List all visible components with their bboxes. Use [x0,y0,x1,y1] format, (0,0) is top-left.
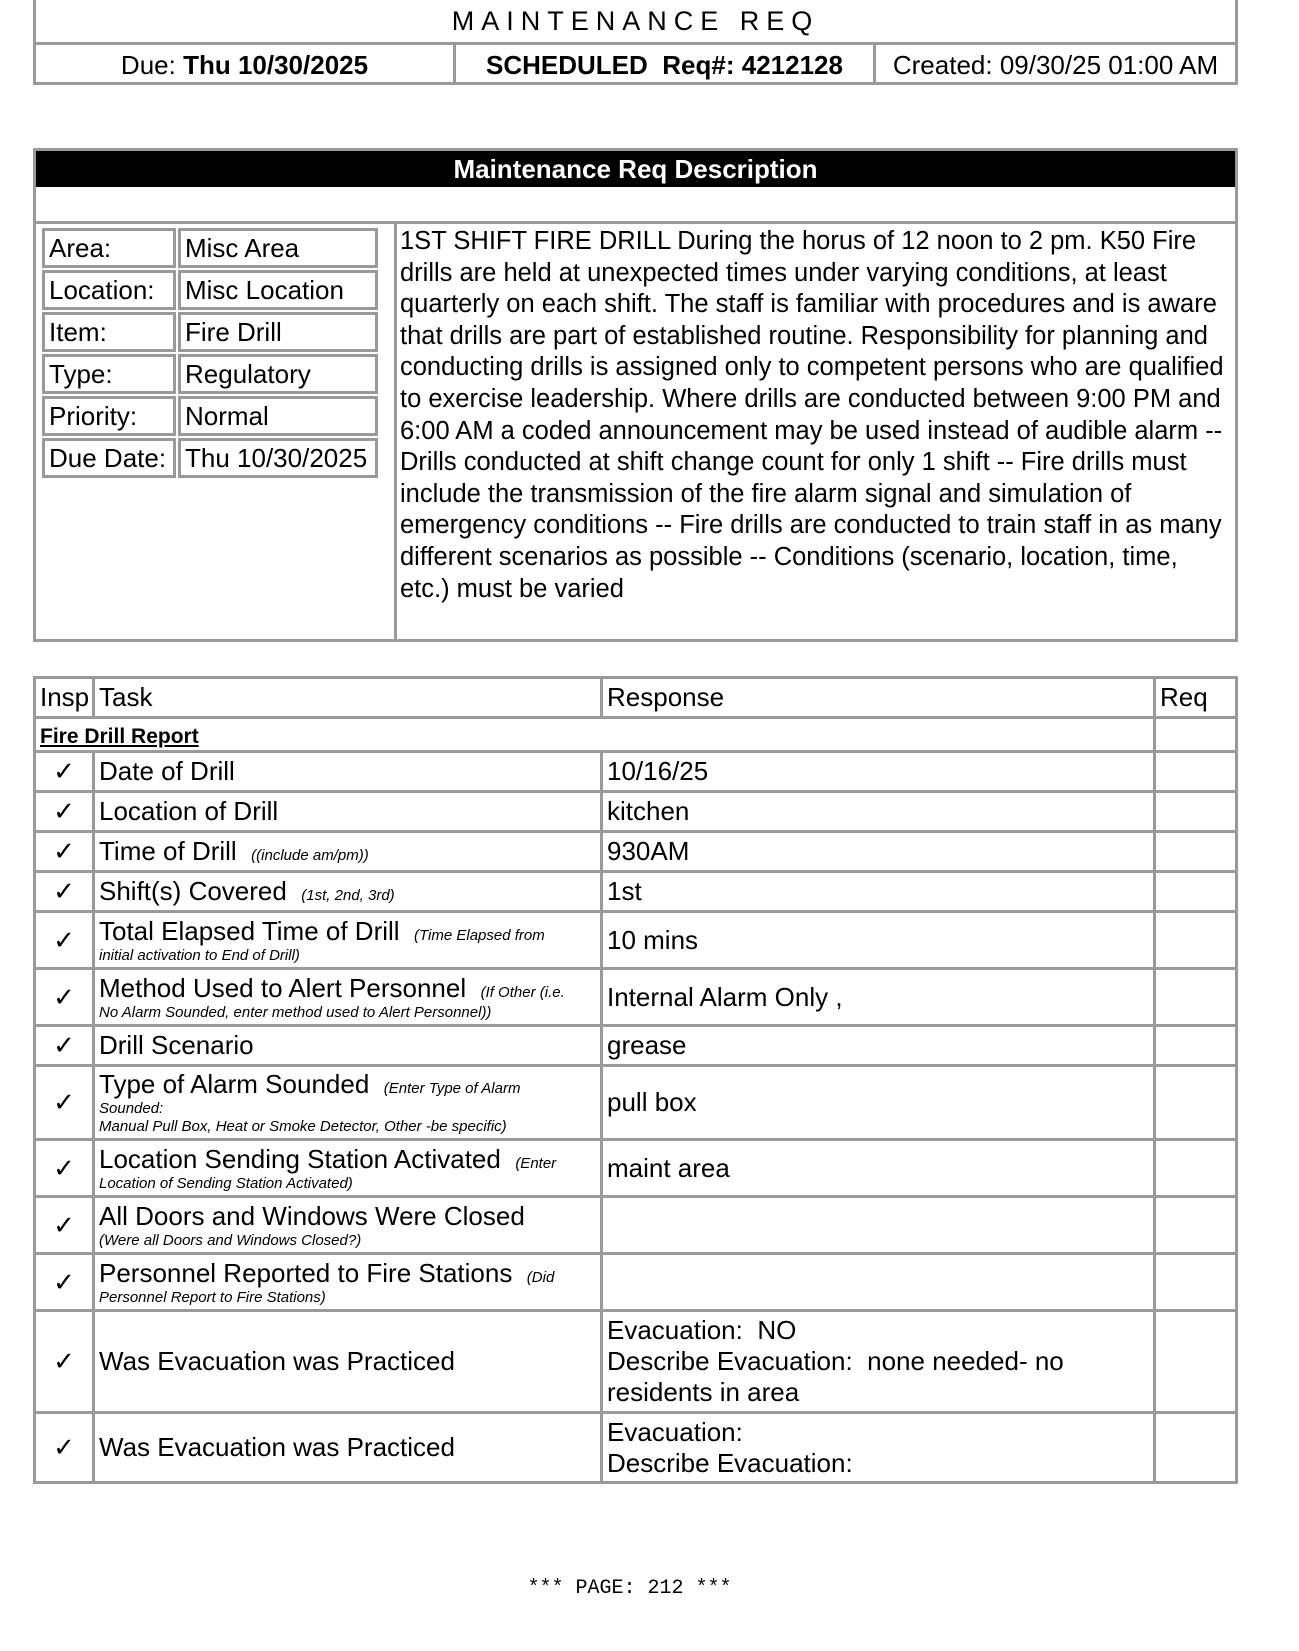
task-cell [95,1067,603,1141]
response-cell [603,833,1156,873]
description-panel [33,148,1238,642]
section-cell [36,719,1156,753]
req-cell [1156,793,1235,833]
task-note: (Did [526,1268,555,1286]
task-label: Shift(s) Covered [99,876,287,906]
task-row [36,1312,1235,1414]
task-row [36,1414,1235,1484]
req-header [33,0,1238,85]
response-line: residents in area [607,1377,800,1407]
req-cell [1156,1067,1235,1141]
task-cell [95,753,603,793]
field-label: Item: [42,312,176,352]
task-row [36,833,1235,873]
task-label: Method Used to Alert Personnel [99,972,467,1003]
req-cell [1156,1255,1235,1312]
due-label: Due: [120,49,176,80]
req-fields [36,224,397,639]
field-row-type [42,354,378,394]
field-label: Due Date: [42,438,176,478]
column-header-insp: Insp [36,679,95,719]
response-cell [603,1027,1156,1067]
task-subnote: Sounded: [99,1100,164,1117]
response-line: 10 mins [607,924,699,955]
checkmark-icon: ✓ [36,793,95,833]
due-cell [36,45,456,85]
response-line: 10/16/25 [607,756,709,786]
field-value: Misc Area [178,228,378,268]
checkmark-icon: ✓ [36,970,95,1027]
task-subnote: Personnel Report to Fire Stations) [99,1288,326,1306]
created-timestamp: Created: 09/30/25 01:00 AM [892,49,1219,80]
response-cell [603,793,1156,833]
field-row-item [42,312,378,352]
status-label: SCHEDULED [486,49,648,80]
description-title: Maintenance Req Description [36,151,1235,187]
checkmark-icon: ✓ [36,1027,95,1067]
section-req-cell [1156,719,1235,753]
req-cell [1156,833,1235,873]
section-row [36,719,1235,753]
task-subnote: (Were all Doors and Windows Closed?) [99,1231,362,1249]
task-row [36,753,1235,793]
field-row-priority [42,396,378,436]
task-row [36,793,1235,833]
response-cell [603,1255,1156,1312]
task-row [36,1067,1235,1141]
task-note: (If Other (i.e. [480,983,565,1001]
req-cell [1156,1414,1235,1484]
column-header-response: Response [603,679,1156,719]
field-label: Type: [42,354,176,394]
task-label: Location Sending Station Activated [99,1143,501,1174]
task-label: Total Elapsed Time of Drill [99,915,400,946]
checkmark-icon: ✓ [36,753,95,793]
field-row-area [42,228,378,268]
task-subnote: Location of Sending Station Activated) [99,1174,353,1192]
req-cell [1156,753,1235,793]
field-label: Priority: [42,396,176,436]
checkmark-icon: ✓ [36,833,95,873]
req-cell [1156,1027,1235,1067]
task-label: Personnel Reported to Fire Stations [99,1257,513,1288]
checkmark-icon: ✓ [36,873,95,913]
checkmark-icon: ✓ [36,1312,95,1414]
field-value: Normal [178,396,378,436]
task-row [36,873,1235,913]
section-label: Fire Drill Report [40,725,199,748]
task-label: Date of Drill [99,756,235,786]
req-cell [1156,1312,1235,1414]
response-cell [603,753,1156,793]
task-cell [95,913,603,970]
field-value: Fire Drill [178,312,378,352]
checkmark-icon: ✓ [36,1255,95,1312]
field-value: Thu 10/30/2025 [178,438,378,478]
task-cell [95,970,603,1027]
field-label: Area: [42,228,176,268]
req-number: 4212128 [741,49,843,80]
response-line: Evacuation: [607,1416,743,1447]
response-line: Internal Alarm Only , [607,981,843,1012]
response-line: Describe Evacuation: none needed- no [607,1346,1064,1376]
field-value: Misc Location [178,270,378,310]
task-cell [95,1414,603,1484]
field-value: Regulatory [178,354,378,394]
checkmark-icon: ✓ [36,913,95,970]
description-text: 1ST SHIFT FIRE DRILL During the horus of 12 noon to 2 pm. K50 Fire drills are held at unexpected times under varying conditions, at least quarterly on each shift. The staff is familiar with procedures and is aware that drills are part of established routine. Responsibility for planning and conducting drills is assigned only to competent persons who are qualified to exercise leadership. Where drills are conducted between 9:00 PM and 6:00 AM a coded announcement may be used instead of audible alarm -- Drills conducted at shift change count for only 1 shift -- Fire drills must include the transmission of the fire alarm signal and simulation of emergency conditions -- Fire drills are conducted to train staff in as many different scenarios as possible -- Conditions (scenario, location, time, etc.) must be varied [400,227,1224,603]
task-label: Was Evacuation was Practiced [99,1432,455,1462]
req-cell [1156,1141,1235,1198]
task-cell [95,793,603,833]
checkmark-icon: ✓ [36,1198,95,1255]
column-header-req: Req [1156,679,1235,719]
task-note: (Time Elapsed from [414,926,545,944]
document-type: MAINTENANCE REQ [451,6,820,36]
task-cell [95,1027,603,1067]
task-cell [95,1141,603,1198]
response-line: pull box [607,1087,697,1117]
task-label: All Doors and Windows Were Closed [99,1200,525,1231]
task-label: Location of Drill [99,796,279,826]
task-row [36,1027,1235,1067]
task-row [36,970,1235,1027]
response-line: grease [607,1030,687,1060]
req-label: Req#: [662,49,735,80]
response-cell [603,1067,1156,1141]
task-note: (1st, 2nd, 3rd) [301,887,395,904]
response-cell [603,1312,1156,1414]
task-label: Time of Drill [99,836,237,866]
description-spacer [36,187,1235,224]
field-row-due-date [42,438,378,478]
task-note: (Enter Type of Alarm [383,1080,521,1097]
response-cell [603,873,1156,913]
task-label: Was Evacuation was Practiced [99,1346,455,1376]
field-label: Location: [42,270,176,310]
task-note: ((include am/pm)) [251,847,369,864]
req-cell [1156,873,1235,913]
page-footer: *** PAGE: 212 *** [527,1577,732,1600]
due-value: Thu 10/30/2025 [183,49,369,80]
task-row [36,1198,1235,1255]
response-line: maint area [607,1152,730,1183]
req-cell [1156,1198,1235,1255]
task-cell [95,1255,603,1312]
response-line: Describe Evacuation: [607,1447,853,1478]
response-line: Evacuation: NO [607,1315,797,1345]
task-subnote: No Alarm Sounded, enter method used to Alert Personnel)) [99,1003,492,1021]
header-info-row [36,42,1235,85]
task-table-header [36,679,1235,719]
task-row [36,1255,1235,1312]
task-note: (Enter [515,1154,557,1172]
task-cell [95,1198,603,1255]
req-fields-table [40,226,380,480]
field-row-location [42,270,378,310]
req-cell [1156,913,1235,970]
req-cell [1156,970,1235,1027]
task-label: Drill Scenario [99,1030,254,1060]
task-subnote: Manual Pull Box, Heat or Smoke Detector, Other -be specific) [99,1118,507,1135]
task-cell [95,833,603,873]
task-row [36,913,1235,970]
response-line: 930AM [607,836,690,866]
checkmark-icon: ✓ [36,1067,95,1141]
checkmark-icon: ✓ [36,1141,95,1198]
response-cell [603,1198,1156,1255]
response-cell [603,1141,1156,1198]
checkmark-icon: ✓ [36,1414,95,1484]
response-cell [603,913,1156,970]
task-cell [95,1312,603,1414]
req-cell [456,45,876,85]
task-row [36,1141,1235,1198]
response-cell [603,970,1156,1027]
response-cell [603,1414,1156,1484]
response-line: kitchen [607,796,690,826]
task-cell [95,873,603,913]
task-subnote: initial activation to End of Drill) [99,946,300,964]
task-label: Type of Alarm Sounded [99,1069,370,1099]
task-table [33,676,1238,1484]
response-line: 1st [607,876,642,906]
column-header-task: Task [95,679,603,719]
